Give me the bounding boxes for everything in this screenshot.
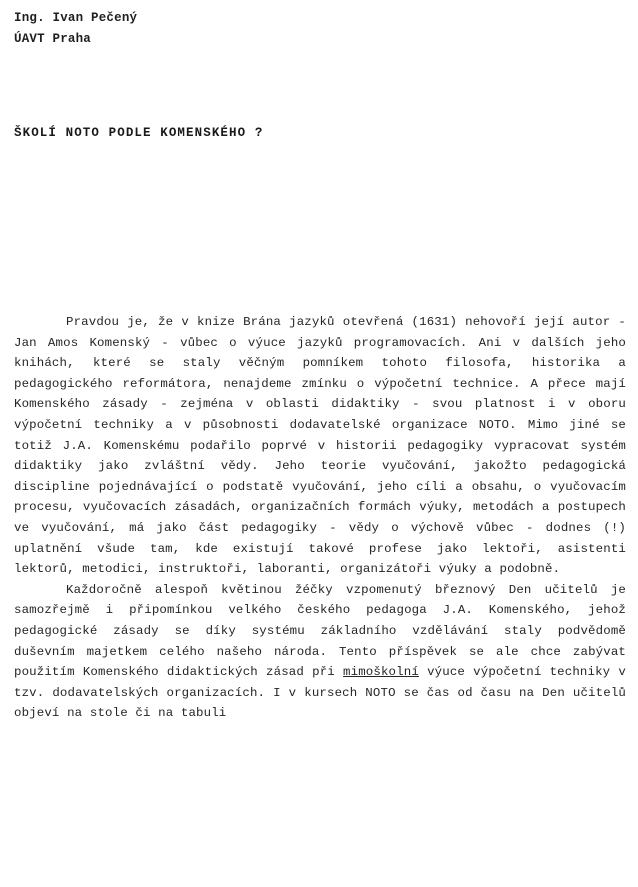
author-affiliation: ÚAVT Praha [14,32,92,46]
paragraph-1-text: Pravdou je, že v knize Brána jazyků otevřená (1631) nehovoří její autor - Jan Amos Komenský - vůbec o výuce jazyků programovacích. Ani v dalších jeho knihách, které se staly věčným pomníkem tohoto filosofa, historika a pedagogického reformátora, nenajdeme zmínku o výpočetní technice. A přece mají Komenského zásady - zejména v oblasti didaktiky - svou platnost i v oboru výpočetní techniky a v působnosti dodavatelské organizace NOTO. Mimo jiné se totiž J.A. Komenskému podařilo poprvé v historii pedagogiky vypracovat systém didaktiky jako zvláštní vědy. Jeho teorie vyučování, jakožto pedagogická discipline pojednávající o podstatě vyučování, jeho cíli a obsahu, o vyučovacím procesu, vyučovacích zásadách, organizačních formách výuky, metodách a postupech ve vyučování, má jako část pedagogiky - vědy o výchově vůbec - dodnes (!) uplatnění všude tam, kde existují takové profese jako lektoři, asistenti lektorů, metodici, instruktoři, laboranti, organizátoři výuky a podobně. [14,315,626,577]
author-block [14,8,137,50]
paragraph-1 [14,312,626,580]
paragraph-2-text: Každoročně alespoň květinou žéčky vzpomenutý březnový Den učitelů je samozřejmě i připomínkou velkého českého pedagoga J.A. Komenského, jehož pedagogické zásady se díky systému základního vzdělávání staly podvědomě duševním majetkem celého našeho národa. Tento příspěvek se ale chce zabývat použitím Komenského didaktických zásad při mimoškolní výuce výpočetní techniky v tzv. dodavatelských organizacích. I v kursech NOTO se čas od času na Den učitelů objeví na stole či na tabuli [14,582,627,721]
author-name: Ing. Ivan Pečený [14,11,138,25]
underlined-phrase: mimoškolní [343,665,419,680]
document-title: ŠKOLÍ NOTO PODLE KOMENSKÉHO ? [14,126,264,140]
document-body [14,312,626,724]
paragraph-2 [14,580,626,724]
